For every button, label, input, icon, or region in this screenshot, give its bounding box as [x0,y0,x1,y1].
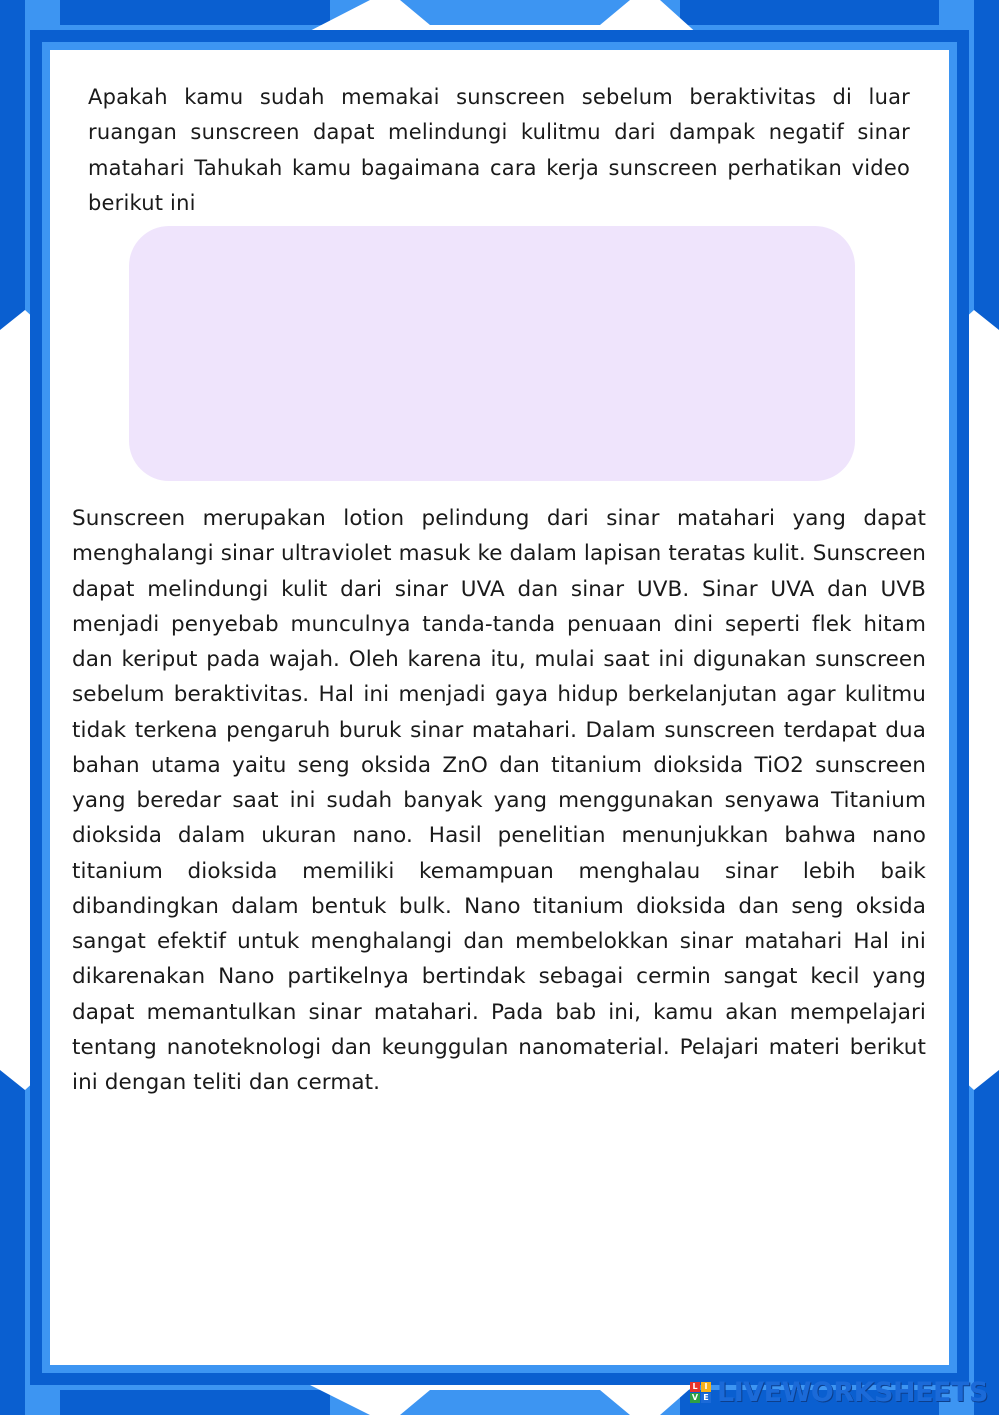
logo-letter: E [701,1393,711,1403]
liveworksheets-watermark [690,1372,988,1412]
liveworksheets-logo-icon [690,1382,711,1403]
logo-letter: V [691,1392,699,1402]
intro-paragraph: Apakah kamu sudah memakai sunscreen sebelum beraktivitas di luar ruangan sunscreen dapat melindungi kulitmu dari dampak negatif sinar matahari Tahukah kamu bagaimana cara kerja sunscreen perhatikan video berikut ini [88,85,910,215]
logo-letter: I [701,1382,711,1392]
body-paragraph: Sunscreen merupakan lotion pelindung dari sinar matahari yang dapat menghalangi sinar ultraviolet masuk ke dalam lapisan teratas kulit. Sunscreen dapat melindungi kulit dari sinar UVA dan sinar UVB. Sinar UVA dan UVB menjadi penyebab munculnya tanda-tanda penuaan dini seperti flek hitam dan keriput pada wajah. Oleh karena itu, mulai saat ini digunakan sunscreen sebelum beraktivitas. Hal ini menjadi gaya hidup berkelanjutan agar kulitmu tidak terkena pengaruh buruk sinar matahari. Dalam sunscreen terdapat dua bahan utama yaitu seng oksida ZnO dan titanium dioksida TiO2 sunscreen yang beredar saat ini sudah banyak yang menggunakan senyawa Titanium dioksida dalam ukuran nano. Hasil penelitian menunjukkan bahwa nano titanium dioksida memiliki kemampuan menghalau sinar lebih baik dibandingkan dalam bentuk bulk. Nano titanium dioksida dan seng oksida sangat efektif untuk menghalangi dan membelokkan sinar matahari Hal ini dikarenakan Nano partikelnya bertindak sebagai cermin sangat kecil yang dapat memantulkan sinar matahari. Pada bab ini, kamu akan mempelajari tentang nanoteknologi dan keunggulan nanomaterial. Pelajari materi berikut ini dengan teliti dan cermat. [72,506,926,1095]
video-placeholder[interactable] [129,226,855,481]
watermark-brand-text: LIVEWORKSHEETS [717,1376,988,1408]
logo-letter: L [690,1382,700,1392]
